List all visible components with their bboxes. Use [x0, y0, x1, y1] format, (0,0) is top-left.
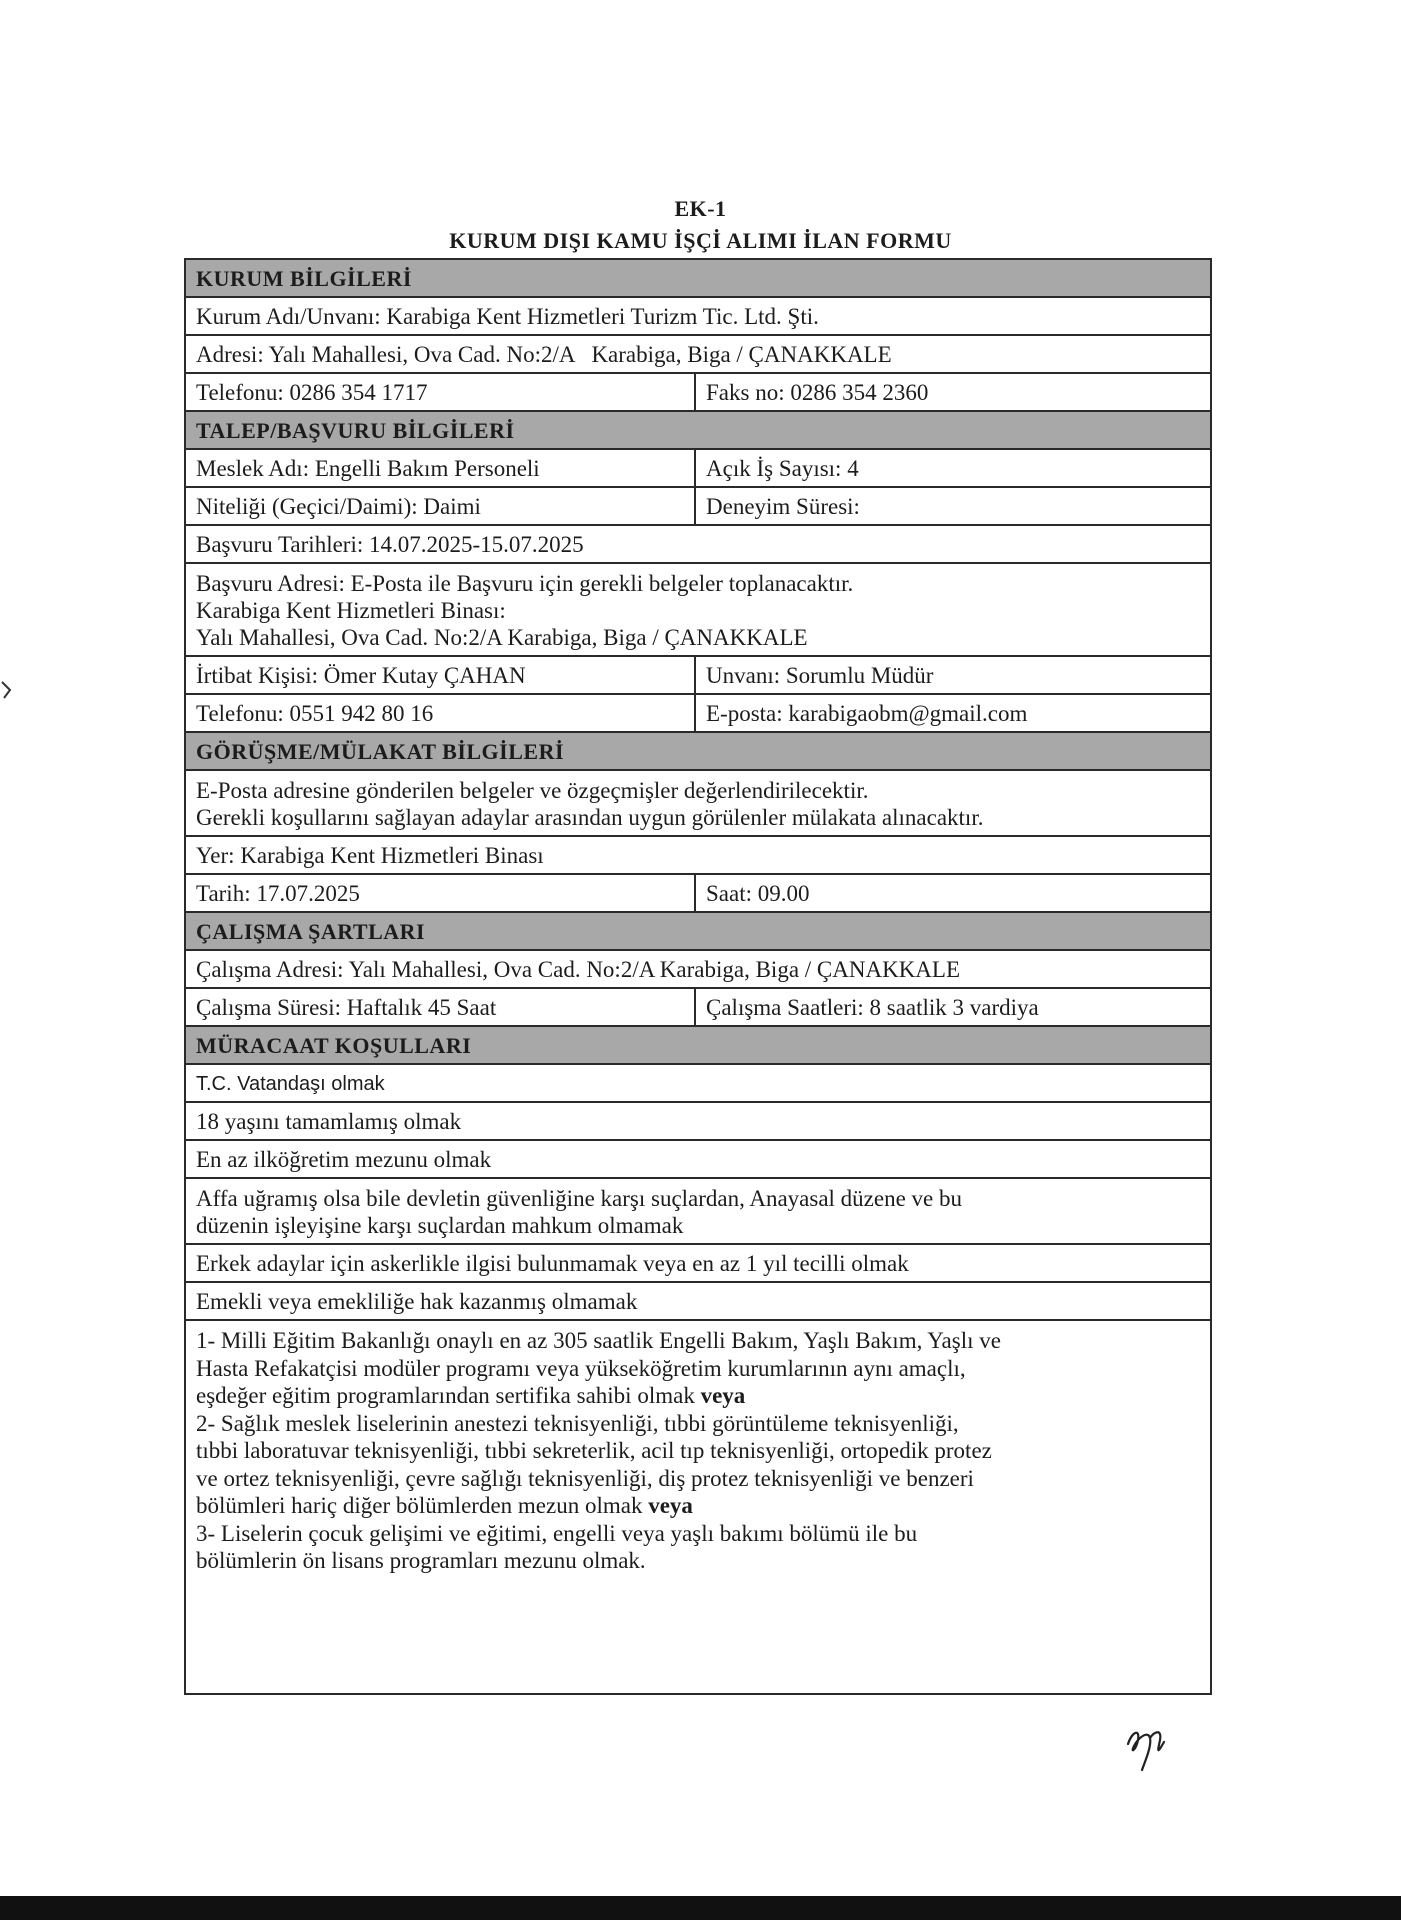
kosul-sertifika-line-6: ve ortez teknisyenliği, çevre sağlığı teknisyenliği, diş protez teknisyenliği ve benzeri — [196, 1465, 974, 1491]
kosul-sertifika-line-5: tıbbi laboratuvar teknisyenliği, tıbbi sekreterlik, acil tıp teknisyenliği, ortopedik protez — [196, 1438, 992, 1463]
kosul-sertifika-line-4: 2- Sağlık meslek liselerinin anestezi teknisyenliği, tıbbi görüntüleme teknisyenliği, — [196, 1410, 959, 1436]
kosul-sabika-line-2: düzenin işleyişine karşı suçlardan mahkum olmamak — [196, 1213, 684, 1238]
irtibat-kisisi: İrtibat Kişisi: Ömer Kutay ÇAHAN — [186, 657, 696, 693]
kosul-vatandas: T.C. Vatandaşı olmak — [196, 1073, 385, 1095]
calisma-sure-row — [186, 989, 1210, 1027]
scan-mark — [0, 680, 14, 700]
announcement-form — [184, 258, 1212, 1695]
kurum-faks: Faks no: 0286 354 2360 — [706, 380, 929, 405]
kosul-row — [186, 1065, 1210, 1103]
basvuru-tarihleri-row — [186, 526, 1210, 564]
kurum-adres-row — [186, 336, 1210, 374]
basvuru-adresi-line-3: Yalı Mahallesi, Ova Cad. No:2/A Karabiga, Biga / ÇANAKKALE — [196, 625, 808, 650]
section-muracaat — [186, 1027, 1210, 1065]
calisma-suresi: Çalışma Süresi: Haftalık 45 Saat — [186, 989, 696, 1025]
section-muracaat-title: MÜRACAAT KOŞULLARI — [196, 1033, 472, 1058]
kurum-adi-row — [186, 298, 1210, 336]
section-talep — [186, 412, 1210, 450]
section-gorusme — [186, 733, 1210, 771]
kosul-sertifika — [186, 1321, 1210, 1579]
irtibat-unvani: Unvanı: Sorumlu Müdür — [706, 663, 934, 688]
basvuru-tarihleri: Başvuru Tarihleri: 14.07.2025-15.07.2025 — [196, 532, 584, 557]
basvuru-adresi-row — [186, 564, 1210, 657]
kurum-adi: Kurum Adı/Unvanı: Karabiga Kent Hizmetleri Turizm Tic. Ltd. Şti. — [196, 304, 819, 329]
section-gorusme-title: GÖRÜŞME/MÜLAKAT BİLGİLERİ — [196, 739, 565, 764]
kosul-row — [186, 1245, 1210, 1283]
veya-2: veya — [648, 1493, 693, 1518]
annex-label: EK-1 — [674, 196, 727, 221]
section-kurum-title: KURUM BİLGİLERİ — [196, 266, 412, 291]
deneyim-suresi: Deneyim Süresi: — [706, 494, 860, 519]
calisma-saatleri: Çalışma Saatleri: 8 saatlik 3 vardiya — [706, 995, 1039, 1020]
kosul-sertifika-line-3-text: eşdeğer eğitim programlarından sertifika sahibi olmak — [196, 1383, 695, 1408]
irtibat-eposta: E-posta: karabigaobm@gmail.com — [706, 701, 1028, 726]
kosul-sertifika-line-7-text: bölümleri hariç diğer bölümlerden mezun olmak — [196, 1493, 643, 1518]
kosul-askerlik: Erkek adaylar için askerlikle ilgisi bulunmamak veya en az 1 yıl tecilli olmak — [196, 1251, 909, 1276]
section-talep-title: TALEP/BAŞVURU BİLGİLERİ — [196, 418, 515, 443]
kosul-sertifika-line-8: 3- Liselerin çocuk gelişimi ve eğitimi, engelli veya yaşlı bakımı bölümü ile bu — [196, 1520, 918, 1546]
section-kurum — [186, 260, 1210, 298]
kosul-row — [186, 1283, 1210, 1321]
kosul-sabika-line-1: Affa uğramış olsa bile devletin güvenliğine karşı suçlardan, Anayasal düzene ve bu — [196, 1186, 963, 1211]
section-calisma-title: ÇALIŞMA ŞARTLARI — [196, 919, 426, 944]
gorusme-saat: Saat: 09.00 — [706, 881, 810, 906]
irtibat-telefon: Telefonu: 0551 942 80 16 — [186, 695, 696, 731]
meslek-adi: Meslek Adı: Engelli Bakım Personeli — [186, 450, 696, 486]
gorusme-zaman-row — [186, 875, 1210, 913]
kosul-sertifika-line-9: bölümlerin ön lisans programları mezunu olmak. — [196, 1548, 646, 1573]
form-title: KURUM DIŞI KAMU İŞÇİ ALIMI İLAN FORMU — [449, 228, 952, 253]
gorusme-aciklama — [186, 771, 1210, 835]
kosul-row — [186, 1179, 1210, 1245]
kosul-sertifika-line-1: 1- Milli Eğitim Bakanlığı onaylı en az 305 saatlik Engelli Bakım, Yaşlı Bakım, Yaşlı ve — [196, 1328, 1001, 1353]
gorusme-tarih: Tarih: 17.07.2025 — [186, 875, 696, 911]
kosul-sertifika-line-2: Hasta Refakatçisi modüler programı veya yükseköğretim kurumlarının aynı amaçlı, — [196, 1355, 966, 1381]
kosul-egitim: En az ilköğretim mezunu olmak — [196, 1147, 492, 1172]
scan-bottom-edge — [0, 1896, 1401, 1920]
kosul-emeklilik: Emekli veya emekliliğe hak kazanmış olmamak — [196, 1289, 638, 1314]
calisma-adres-row — [186, 951, 1210, 989]
kosul-row — [186, 1103, 1210, 1141]
acik-is-sayisi: Açık İş Sayısı: 4 — [706, 456, 859, 481]
handwritten-signature — [1120, 1720, 1180, 1774]
irtibat-row — [186, 657, 1210, 695]
talep-nitelik-row — [186, 488, 1210, 526]
kurum-telefon: Telefonu: 0286 354 1717 — [186, 374, 696, 410]
talep-meslek-row — [186, 450, 1210, 488]
kosul-sabika — [186, 1179, 1210, 1243]
kosul-sertifika-line-7 — [196, 1492, 1200, 1520]
veya-1: veya — [700, 1383, 746, 1408]
basvuru-adresi-line-2: Karabiga Kent Hizmetleri Binası: — [196, 598, 506, 623]
gorusme-line-1: E-Posta adresine gönderilen belgeler ve özgeçmişler değerlendirilecektir. — [196, 778, 869, 803]
kosul-row — [186, 1321, 1210, 1693]
basvuru-adresi — [186, 564, 1210, 655]
kurum-adres: Adresi: Yalı Mahallesi, Ova Cad. No:2/A Karabiga, Biga / ÇANAKKALE — [196, 342, 892, 367]
gorusme-line-2: Gerekli koşullarını sağlayan adaylar arasından uygun görülenler mülakata alınacaktır. — [196, 805, 984, 830]
kosul-sertifika-line-3 — [196, 1382, 1200, 1410]
calisma-adresi: Çalışma Adresi: Yalı Mahallesi, Ova Cad. No:2/A Karabiga, Biga / ÇANAKKALE — [196, 957, 961, 982]
gorusme-aciklama-row — [186, 771, 1210, 837]
niteligi: Niteliği (Geçici/Daimi): Daimi — [186, 488, 696, 524]
kosul-row — [186, 1141, 1210, 1179]
gorusme-yer: Yer: Karabiga Kent Hizmetleri Binası — [196, 843, 544, 868]
gorusme-yer-row — [186, 837, 1210, 875]
kosul-yas: 18 yaşını tamamlamış olmak — [196, 1109, 462, 1134]
irtibat-iletisim-row — [186, 695, 1210, 733]
section-calisma — [186, 913, 1210, 951]
basvuru-adresi-line-1: Başvuru Adresi: E-Posta ile Başvuru için gerekli belgeler toplanacaktır. — [196, 571, 854, 596]
kurum-iletisim-row — [186, 374, 1210, 412]
